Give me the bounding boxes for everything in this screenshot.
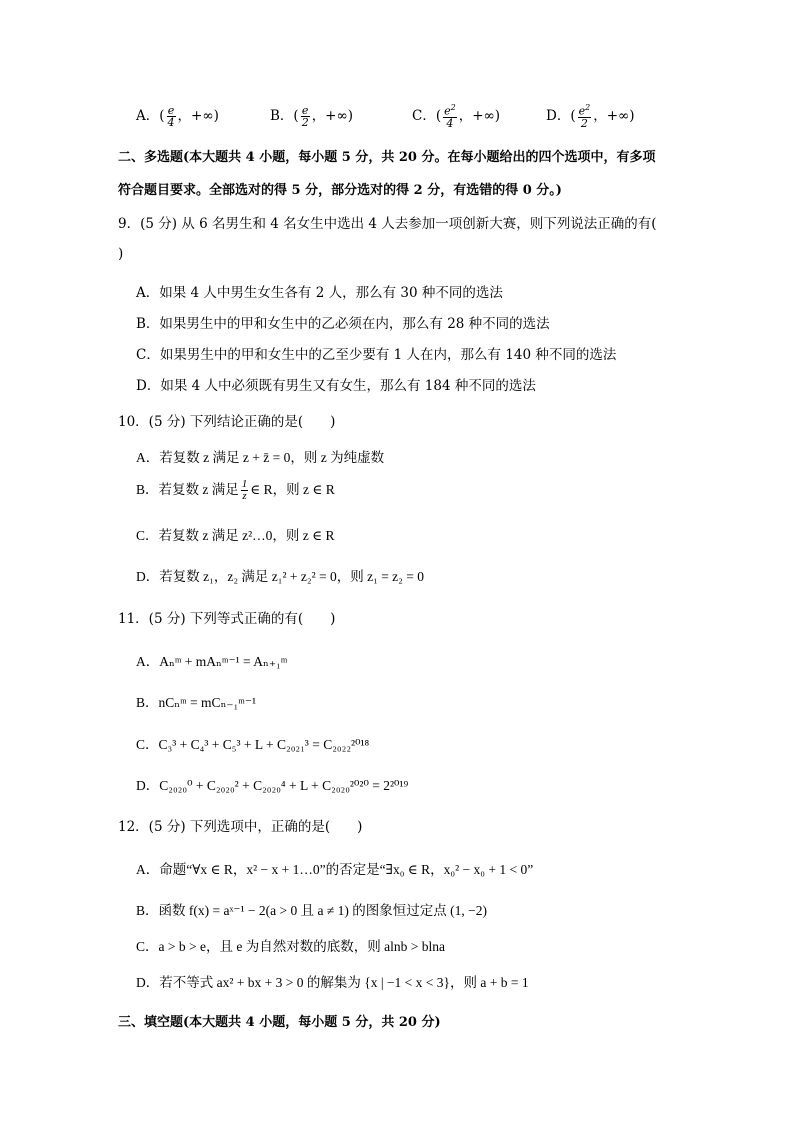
q8-option-d [546, 104, 635, 129]
q10-option-a: A．若复数 z 满足 z + z̄ = 0，则 z 为纯虚数 [136, 450, 385, 465]
q8-option-b-fraction [301, 105, 310, 128]
q11-option-a: A．Aₙᵐ + mAₙᵐ⁻¹ = Aₙ₊₁ᵐ [136, 654, 288, 669]
q8-d-numerator-base: e [578, 104, 586, 118]
q12-option-a: A．命题“∀x ∈ R，x² − x + 1…0”的否定是“∃x₀ ∈ R，x₀² − x₀ + 1 < 0” [136, 862, 534, 877]
q9-option-c: C．如果男生中的甲和女生中的乙至少要有 1 人在内，那么有 140 种不同的选法 [136, 347, 617, 363]
q8-c-numerator [443, 104, 457, 118]
q12-stem: 12．(5 分) 下列选项中，正确的是( ) [118, 819, 363, 835]
q8-option-c-fraction [443, 104, 457, 129]
section2-heading-line1: 二、多选题(本大题共 4 小题，每小题 5 分，共 20 分。在每小题给出的四个选项中，有多项 [118, 150, 656, 165]
q9-stem-line1: 9．(5 分) 从 6 名男生和 4 名女生中选出 4 人去参加一项创新大赛，则下列说法正确的有( [118, 216, 657, 232]
q8-a-denominator: 4 [167, 116, 175, 129]
q8-option-b-label: B．( [270, 108, 299, 124]
q10-option-b [136, 478, 335, 502]
q10-option-b-prefix: B．若复数 z 满足 [136, 482, 239, 497]
q11-stem: 11．(5 分) 下列等式正确的有( ) [118, 611, 336, 627]
q8-option-c-tail: ，+∞) [458, 108, 501, 124]
q10-b-denominator: z [242, 490, 247, 503]
q11-option-d: D．C₂₀₂₀⁰ + C₂₀₂₀² + C₂₀₂₀⁴ + L + C₂₀₂₀²⁰²⁰ = 2²⁰¹⁹ [136, 778, 409, 793]
q8-option-c [412, 104, 500, 129]
q8-b-numerator: e [301, 104, 309, 117]
q8-d-numerator [578, 104, 592, 118]
q8-c-denominator: 4 [446, 116, 454, 130]
section2-heading-line2: 符合题目要求。全部选对的得 5 分，部分选对的得 2 分，有选错的得 0 分。) [118, 183, 562, 198]
q8-b-denominator: 2 [301, 116, 309, 129]
q8-option-a-tail: ，+∞) [177, 108, 219, 124]
q10-option-b-fraction [241, 479, 249, 502]
q10-option-b-suffix: ∈ R，则 z ∈ R [250, 482, 335, 497]
q8-option-d-fraction [578, 104, 592, 129]
q9-option-b: B．如果男生中的甲和女生中的乙必须在内，那么有 28 种不同的选法 [136, 316, 550, 332]
q8-option-a-fraction [167, 105, 176, 128]
q10-option-d: D．若复数 z₁，z₂ 满足 z₁² + z₂² = 0，则 z₁ = z₂ = 0 [136, 569, 424, 584]
q10-option-c: C．若复数 z 满足 z²…0，则 z ∈ R [136, 528, 335, 543]
q8-d-denominator: 2 [580, 116, 588, 130]
q9-stem-line2: ) [118, 246, 124, 262]
q11-option-c: C．C₃³ + C₄³ + C₅³ + L + C₂₀₂₁³ = C₂₀₂₂²⁰¹⁸ [136, 737, 370, 752]
q8-c-numerator-exp: 2 [450, 103, 456, 113]
q8-option-a [136, 104, 219, 128]
q11-option-b: B．nCₙᵐ = mCₙ₋₁ᵐ⁻¹ [136, 695, 257, 710]
q10-stem: 10．(5 分) 下列结论正确的是( ) [118, 414, 336, 430]
q10-b-numerator: 1 [241, 478, 248, 491]
q8-option-c-label: C．( [412, 108, 442, 124]
q12-option-b: B．函数 f(x) = aˣ⁻¹ − 2(a > 0 且 a ≠ 1) 的图象恒过定点 (1, −2) [136, 903, 488, 918]
q9-option-d: D．如果 4 人中必须既有男生又有女生，那么有 184 种不同的选法 [136, 378, 536, 394]
q12-option-d: D．若不等式 ax² + bx + 3 > 0 的解集为 {x | −1 < x < 3}，则 a + b = 1 [136, 975, 529, 990]
q8-c-numerator-base: e [444, 104, 451, 118]
section3-heading: 三、填空题(本大题共 4 小题，每小题 5 分，共 20 分) [118, 1015, 441, 1030]
q8-d-numerator-exp: 2 [585, 103, 591, 113]
q8-option-b-tail: ，+∞) [311, 108, 354, 124]
q8-option-b [270, 104, 353, 128]
q8-option-a-label: A．( [136, 108, 165, 124]
q8-a-numerator: e [167, 104, 175, 117]
q8-option-d-label: D．( [546, 108, 576, 124]
q9-option-a: A．如果 4 人中男生女生各有 2 人，那么有 30 种不同的选法 [136, 285, 503, 301]
q8-option-d-tail: ，+∞) [593, 108, 635, 124]
q12-option-c: C．a > b > e，且 e 为自然对数的底数，则 alnb > blna [136, 939, 445, 954]
